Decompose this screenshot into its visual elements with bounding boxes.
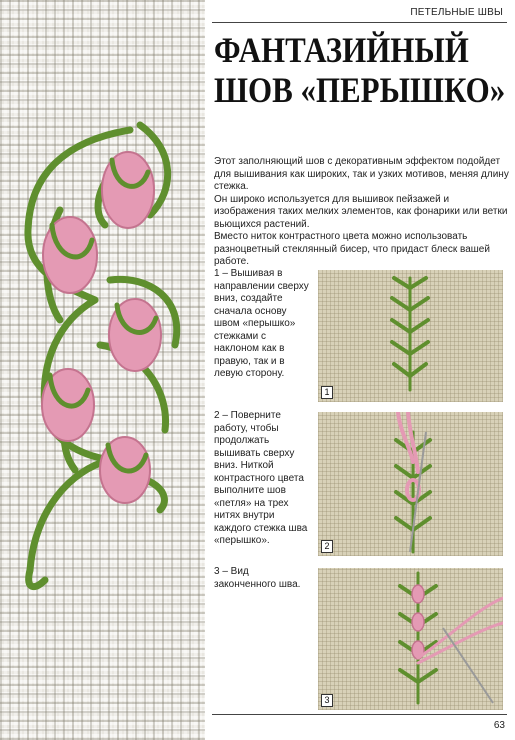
title-line-1: ФАНТАЗИЙНЫЙ	[214, 30, 469, 70]
intro-text	[214, 156, 510, 269]
step-1-number: 1	[321, 386, 333, 399]
embroidery-photo	[0, 0, 205, 740]
step-1-text: 1 – Вышивая в направлении сверху вниз, создайте сначала основу швом «перышко» стежками с наклоном как в правую, так и в левую сторону.	[214, 268, 309, 379]
section-header: ПЕТЕЛЬНЫЕ ШВЫ	[410, 7, 503, 18]
page-title	[214, 30, 506, 110]
title-line-2: ШОВ «ПЕРЫШКО»	[214, 70, 506, 110]
step-2-text: 2 – Поверните работу, чтобы продолжать вышивать сверху вниз. Ниткой контрастного цвета выполните шов «петля» на трех нитях внутри каждого стежка шва «перышко».	[214, 410, 308, 546]
step-3-number: 3	[321, 694, 333, 707]
step-2-stitch-illustration	[318, 412, 503, 556]
step-3-text: 3 – Вид законченного шва.	[214, 566, 301, 590]
page-number: 63	[493, 720, 505, 731]
intro-paragraph-2: Он широко используется для вышивок пейзажей и изображения таких мелких элементов, как фонарики или ветки вьющихся растений.	[214, 193, 508, 230]
step-3-photo	[318, 568, 503, 710]
step-1-photo	[318, 270, 503, 402]
intro-paragraph-1: Этот заполняющий шов с декоративным эффектом подойдет для вышивания как широких, так и узких мотивов, меняя длину стежка.	[214, 156, 509, 192]
step-1-stitch-illustration	[318, 270, 503, 402]
footer-divider	[212, 714, 507, 715]
step-2-number: 2	[321, 540, 333, 553]
step-2-photo	[318, 412, 503, 556]
feather-stitch-vine-illustration	[0, 0, 205, 740]
header-divider	[212, 22, 507, 23]
intro-paragraph-3: Вместо ниток контрастного цвета можно использовать разноцветный стеклянный бисер, что придаст блеск вашей работе.	[214, 231, 490, 267]
step-3-stitch-illustration	[318, 568, 503, 710]
